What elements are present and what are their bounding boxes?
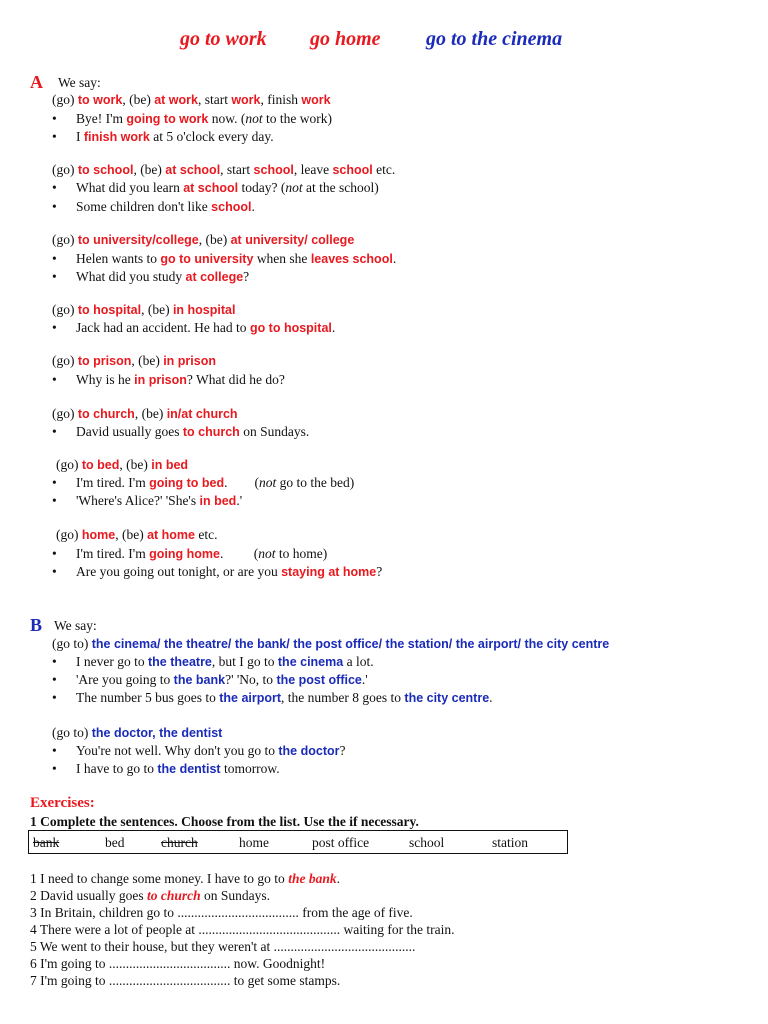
rule-head-church: (go) to church, (be) in/at church [52, 406, 238, 421]
exercise-sentence-7: 7 I'm going to .................................... to get some stamps. [30, 973, 341, 988]
rule-head-doctor: (go to) the doctor, the dentist [52, 725, 223, 740]
section-a-letter: A [30, 72, 43, 92]
word-home: home [239, 835, 269, 850]
rule-head-work: (go) to work, (be) at work, start work, finish work [52, 92, 331, 107]
word-post-office: post office [312, 835, 370, 850]
section-b-we-say: We say: [54, 618, 97, 633]
page-title [0, 28, 768, 54]
title-go-home: go home [310, 28, 381, 50]
rule-head-school: (go) to school, (be) at school, start school, leave school etc. [52, 162, 396, 177]
word-bank: bank [33, 835, 60, 850]
rule-head-bed: (go) to bed, (be) in bed [56, 457, 189, 472]
rule-head-home: (go) home, (be) at home etc. [56, 527, 218, 542]
exercises-title: Exercises: [30, 795, 95, 811]
rule-head-places: (go to) the cinema/ the theatre/ the bank/ the post office/ the station/ the airport/ the city centre [52, 636, 610, 651]
exercise-sentence-4: 4 There were a lot of people at .......................................... waiting for the train. [30, 922, 455, 937]
rule-head-university: (go) to university/college, (be) at university/ college [52, 232, 355, 247]
word-bed: bed [105, 835, 125, 850]
exercise-sentence-6: 6 I'm going to .................................... now. Goodnight! [30, 956, 326, 971]
title-go-to-work: go to work [180, 28, 267, 50]
exercise-sentence-3: 3 In Britain, children go to .................................... from the age of five. [30, 905, 413, 920]
word-list-box [28, 830, 568, 854]
exercise-sentence-2: 2 David usually goes to church on Sundays. [30, 888, 271, 903]
word-station: station [492, 835, 528, 850]
section-a-we-say: We say: [58, 75, 101, 90]
word-church: church [161, 835, 198, 850]
exercise-instruction: 1 Complete the sentences. Choose from the list. Use the if necessary. [30, 814, 419, 829]
rule-head-hospital: (go) to hospital, (be) in hospital [52, 302, 236, 317]
rule-head-prison: (go) to prison, (be) in prison [52, 353, 216, 368]
exercise-sentence-1: 1 I need to change some money. I have to go to the bank. [30, 871, 340, 886]
word-school: school [409, 835, 445, 850]
title-go-to-the-cinema: go to the cinema [426, 28, 563, 50]
section-b-letter: B [30, 615, 43, 635]
exercise-sentence-5: 5 We went to their house, but they weren't at .......................................... [30, 939, 416, 954]
